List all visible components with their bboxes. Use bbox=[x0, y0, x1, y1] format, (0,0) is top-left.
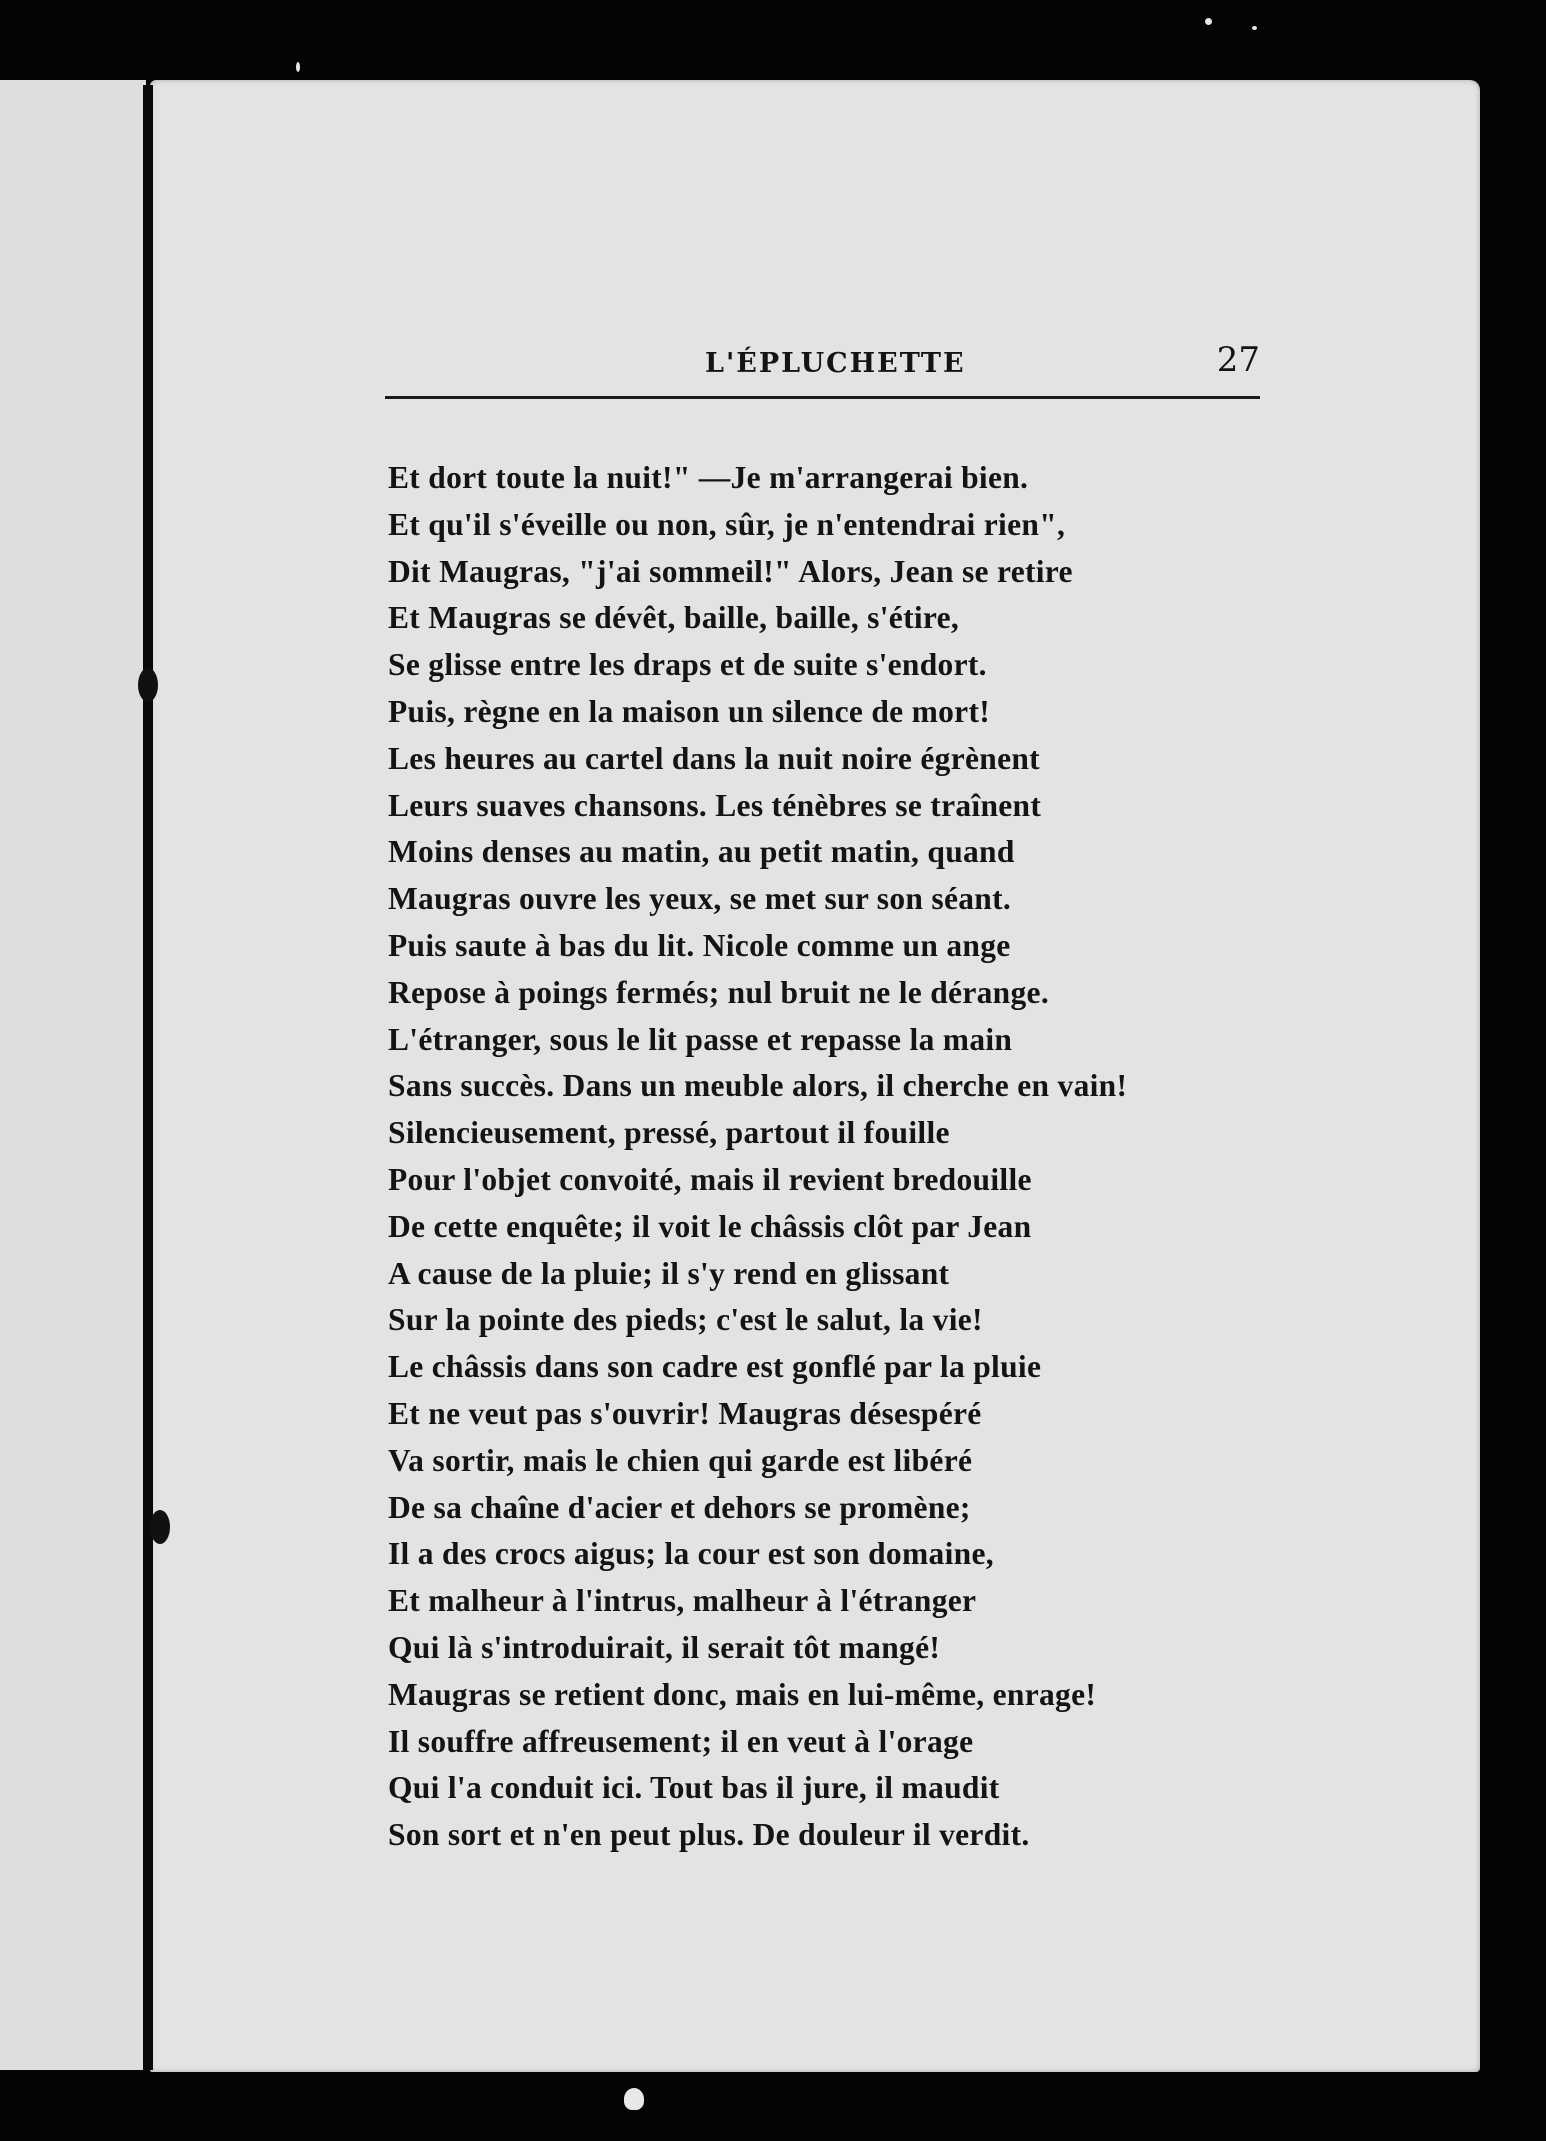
verse-line: Et malheur à l'intrus, malheur à l'étranger bbox=[388, 1583, 977, 1619]
verse-line: Le châssis dans son cadre est gonflé par la pluie bbox=[388, 1349, 1042, 1385]
verse-line: A cause de la pluie; il s'y rend en glissant bbox=[388, 1255, 950, 1291]
verse-line: De cette enquête; il voit le châssis clôt par Jean bbox=[388, 1208, 1032, 1244]
verse-line: Sans succès. Dans un meuble alors, il cherche en vain! bbox=[388, 1068, 1128, 1104]
verse-line: Et dort toute la nuit!" —Je m'arrangerai bien. bbox=[388, 460, 1029, 495]
verse-line: Repose à poings fermés; nul bruit ne le dérange. bbox=[388, 974, 1049, 1010]
page-number: 27 bbox=[1216, 340, 1260, 380]
verse-line: Qui là s'introduirait, il serait tôt mangé! bbox=[388, 1629, 941, 1665]
verse-line: Les heures au cartel dans la nuit noire égrènent bbox=[388, 740, 1040, 776]
facing-page-edge bbox=[0, 80, 146, 2070]
verse-line: Maugras ouvre les yeux, se met sur son séant. bbox=[388, 881, 1012, 917]
verse-line: Il a des crocs aigus; la cour est son domaine, bbox=[388, 1536, 994, 1572]
verse-line: Maugras se retient donc, mais en lui-même, enrage! bbox=[388, 1676, 1097, 1712]
scan-artifact-mark bbox=[624, 2088, 644, 2110]
verse-line: Et ne veut pas s'ouvrir! Maugras désespéré bbox=[388, 1395, 982, 1431]
running-head bbox=[385, 340, 1260, 384]
binding-hole-upper bbox=[138, 668, 158, 702]
header-rule bbox=[385, 396, 1260, 399]
verse-line: Sur la pointe des pieds; c'est le salut, la vie! bbox=[388, 1302, 983, 1338]
verse-line: Il souffre affreusement; il en veut à l'orage bbox=[388, 1723, 974, 1759]
book-gutter bbox=[143, 85, 153, 2070]
verse-line: Moins denses au matin, au petit matin, quand bbox=[388, 834, 1015, 870]
verse-line: Son sort et n'en peut plus. De douleur il verdit. bbox=[388, 1817, 1030, 1853]
poem-body bbox=[388, 455, 1127, 1859]
verse-line: Silencieusement, pressé, partout il fouille bbox=[388, 1115, 950, 1151]
verse-line: Leurs suaves chansons. Les ténèbres se traînent bbox=[388, 787, 1042, 823]
verse-line: Puis, règne en la maison un silence de mort! bbox=[388, 693, 991, 729]
scan-speck bbox=[1252, 26, 1257, 30]
verse-line: Et qu'il s'éveille ou non, sûr, je n'entendrai rien", bbox=[388, 506, 1066, 542]
scan-speck bbox=[1205, 18, 1212, 25]
running-title: L'ÉPLUCHETTE bbox=[705, 348, 966, 379]
binding-hole-lower bbox=[150, 1510, 170, 1544]
verse-line: Se glisse entre les draps et de suite s'endort. bbox=[388, 647, 987, 683]
verse-line: Dit Maugras, "j'ai sommeil!" Alors, Jean se retire bbox=[388, 553, 1073, 589]
scan-speck bbox=[296, 62, 300, 72]
verse-line: De sa chaîne d'acier et dehors se promène; bbox=[388, 1489, 971, 1525]
verse-line: Et Maugras se dévêt, baille, baille, s'étire, bbox=[388, 600, 960, 636]
verse-line: Puis saute à bas du lit. Nicole comme un ange bbox=[388, 927, 1011, 963]
verse-line: L'étranger, sous le lit passe et repasse la main bbox=[388, 1021, 1013, 1057]
verse-line: Pour l'objet convoité, mais il revient bredouille bbox=[388, 1161, 1032, 1197]
verse-line: Va sortir, mais le chien qui garde est libéré bbox=[388, 1442, 973, 1478]
verse-line: Qui l'a conduit ici. Tout bas il jure, il maudit bbox=[388, 1770, 1000, 1806]
